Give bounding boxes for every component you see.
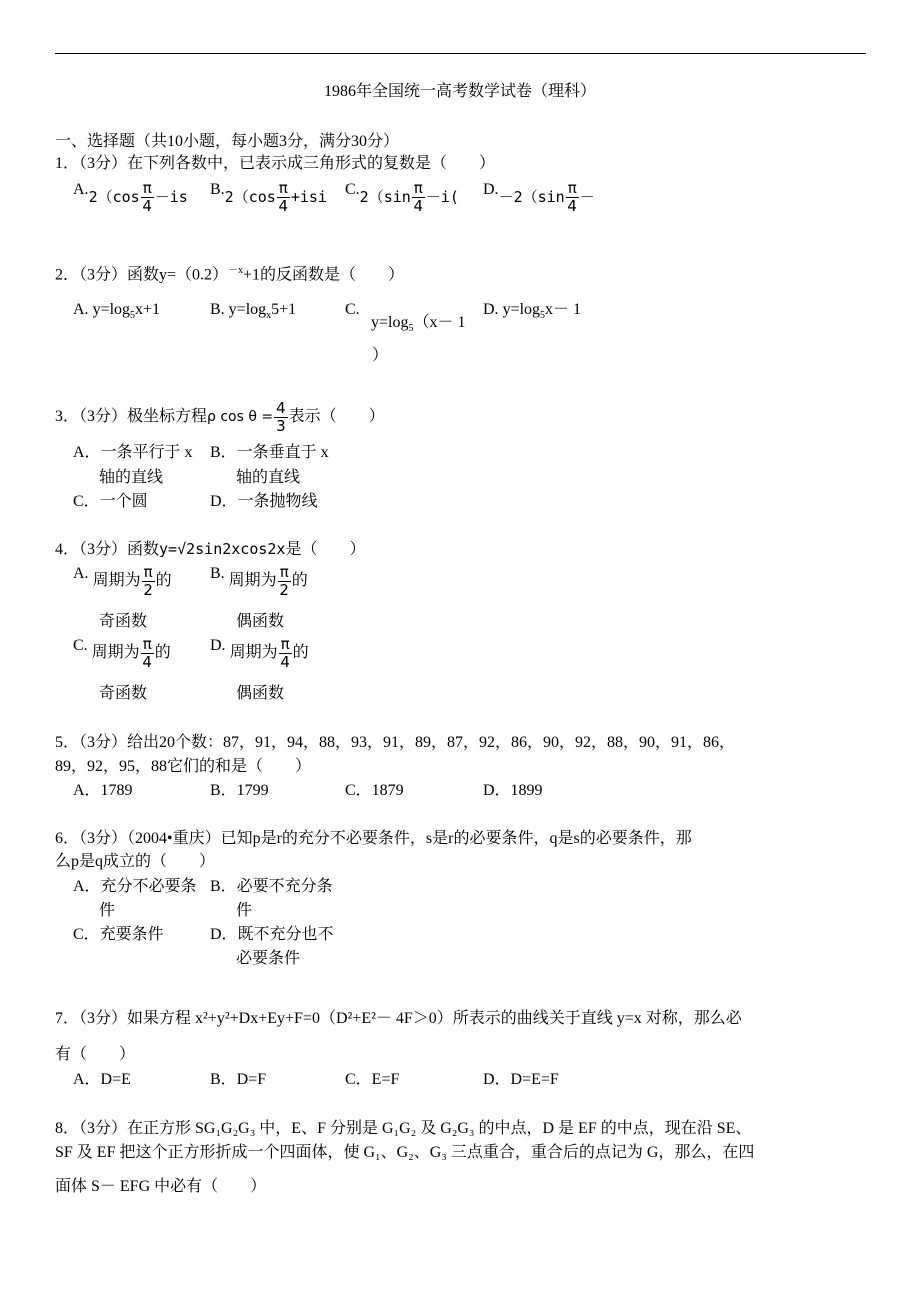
q6-option-d-cont: 必要条件	[236, 950, 301, 967]
q4-option-b-cont: 偶函数	[236, 613, 285, 630]
q3-option-a: A．一条平行于 x	[73, 444, 193, 461]
q5-stem-line1: 5．（3分）给出20个数：87，91，94，88，93，91，89，87，92，86，90，92，88，90，91，86，	[55, 734, 736, 751]
q3-option-a-cont: 轴的直线	[99, 469, 164, 486]
q5-option-a: A．1789	[73, 782, 133, 799]
q2-stem: 2．（3分）函数$y=(0.2)^{-x}+1$的反函数是（ ）	[55, 265, 405, 284]
section-heading: 一、选择题（共10小题，每小题3分，满分30分）	[55, 133, 400, 150]
q2-option-c-label: C.	[345, 301, 360, 318]
q6-option-b-cont: 件	[236, 902, 253, 919]
q4-option-c: C. 周期为 $\frac{\pi}{4}$ 的	[73, 635, 171, 671]
q4-option-c-cont: 奇函数	[99, 685, 148, 702]
q4-stem: 4．（3分）函数y=√2sin2xcos2x是（ ）	[55, 540, 366, 558]
q2-option-d: D. $y=\log_5x- 1$	[483, 301, 582, 322]
q1-option-c: C.2（sin $\frac{\pi}{4}$ －i(	[345, 180, 459, 215]
q6-option-d: D．既不充分也不	[210, 926, 334, 943]
q5-option-d: D．1899	[483, 782, 543, 799]
q7-option-a: A．D=E	[73, 1071, 131, 1088]
q2-option-a: A. $y=\log_5x+1$	[73, 301, 161, 322]
q3-option-b-cont: 轴的直线	[236, 469, 301, 486]
q2-option-b: B. $y=\log_x5+1$	[210, 301, 297, 322]
q8-stem-line1: 8．（3分）在正方形 SG₁G₂G₃ 中，E、F 分别是 G₁G₂ 及 G₂G₃ 的中点，D 是 EF 的中点，现在沿 SE、	[55, 1120, 752, 1137]
q7-stem-line1: 7．（3分）如果方程 x²+y²+Dx+Ey+F=0（D²+E²－ 4F＞0）所表示的曲线关于直线 y=x 对称，那么必	[55, 1010, 742, 1027]
q2-option-c: $y=\log_5(x- 1$	[371, 314, 466, 335]
q7-option-c: C．E=F	[345, 1071, 400, 1088]
q3-option-c: C．一个圆	[73, 493, 148, 510]
q7-stem-line2: 有（ ）	[55, 1046, 136, 1063]
q1-option-a: A.2（cos $\frac{\pi}{4}$ －is	[73, 180, 188, 215]
q6-option-b: B．必要不充分条	[210, 878, 333, 895]
q7-option-b: B．D=F	[210, 1071, 267, 1088]
q6-option-a-cont: 件	[99, 902, 116, 919]
q4-option-a-cont: 奇函数	[99, 613, 148, 630]
q5-stem-line2: 89，92，95，88它们的和是（ ）	[55, 758, 312, 775]
q7-option-d: D．D=E=F	[483, 1071, 559, 1088]
q4-option-d: D. 周期为 $\frac{\pi}{4}$ 的	[210, 635, 309, 671]
q3-option-b: B．一条垂直于 x	[210, 444, 329, 461]
q6-stem-line1: 6．（3分）（2004•重庆）已知p是r的充分不必要条件，s是r的必要条件，q是s的必要条件，那	[55, 830, 692, 847]
q4-option-b: B. 周期为 $\frac{\pi}{2}$ 的	[210, 563, 308, 599]
q6-option-a: A．充分不必要条	[73, 878, 197, 895]
page-title: 1986年全国统一高考数学试卷（理科）	[323, 83, 596, 100]
q1-option-d: D.－2（sin $\frac{\pi}{4}$ －	[483, 180, 595, 215]
q3-stem: 3．（3分）极坐标方程ρ cos θ = $\frac{4}{3}$ 表示（ ）	[55, 399, 385, 435]
q2-option-c-close: ）	[372, 347, 389, 364]
q6-option-c: C．充要条件	[73, 926, 164, 943]
q8-stem-line2: SF 及 EF 把这个正方形折成一个四面体，使 G₁、G₂、G₃ 三点重合，重合后的点记为 G，那么，在四	[55, 1144, 755, 1161]
q3-option-d: D．一条抛物线	[210, 493, 318, 510]
q6-stem-line2: 么p是q成立的（ ）	[55, 853, 216, 870]
q4-option-a: A. 周期为 $\frac{\pi}{2}$ 的	[73, 563, 172, 599]
q5-option-b: B．1799	[210, 782, 269, 799]
q4-option-d-cont: 偶函数	[236, 685, 285, 702]
q5-option-c: C．1879	[345, 782, 404, 799]
q8-stem-line3: 面体 S－ EFG 中必有（ ）	[55, 1178, 267, 1195]
q1-option-b: B.2（cos $\frac{\pi}{4}$ +isi	[210, 180, 327, 215]
q1-stem: 1．（3分）在下列各数中，已表示成三角形式的复数是（ ）	[55, 155, 496, 172]
top-rule	[55, 53, 866, 54]
